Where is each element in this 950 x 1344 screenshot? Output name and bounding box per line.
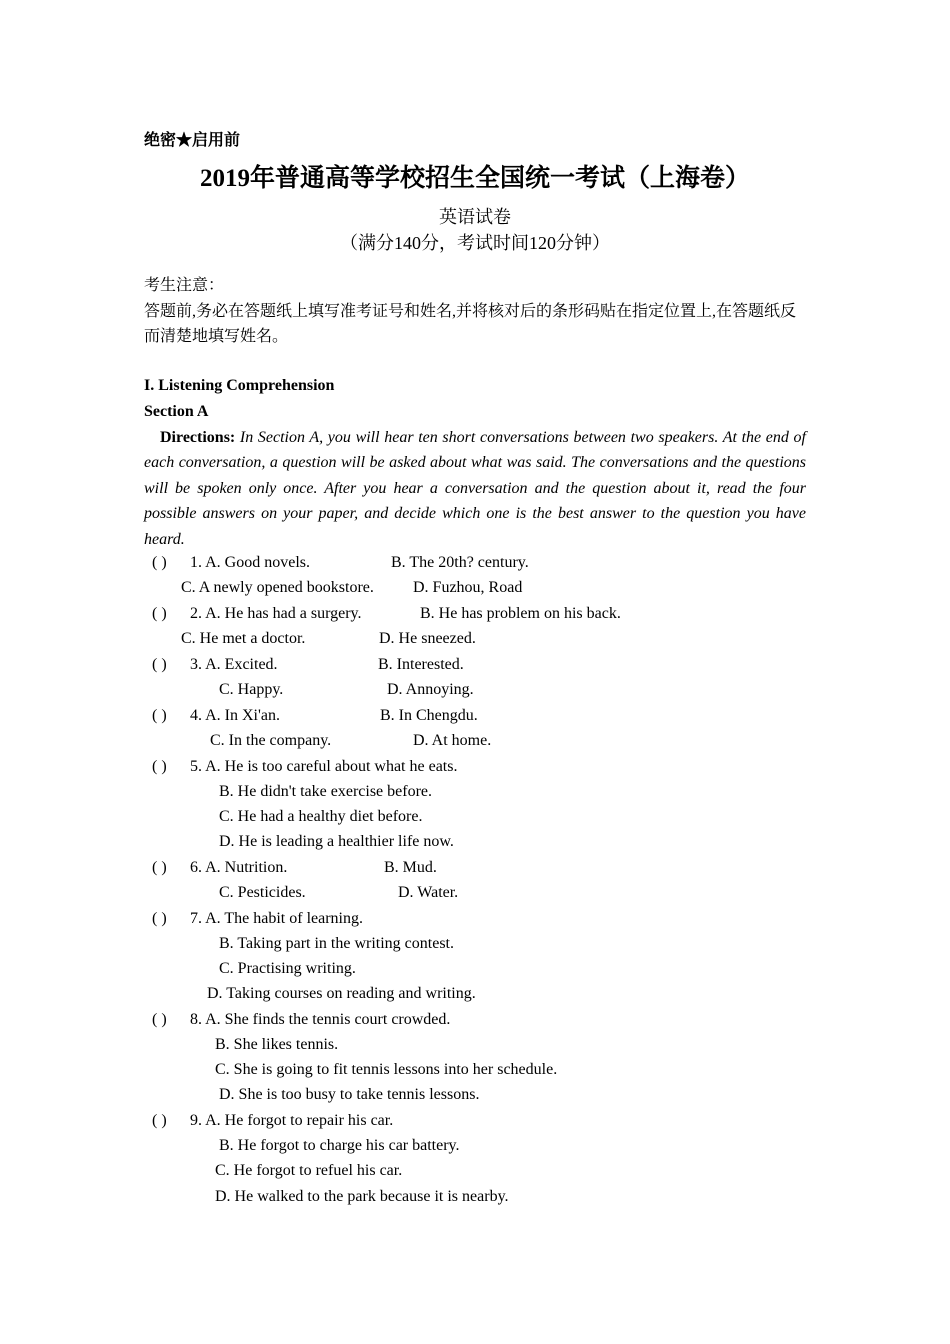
answer-bracket: ( ) [152,910,167,927]
answer-bracket: ( ) [152,707,167,724]
section-title: Section A [144,403,209,420]
q5-option-c: C. He had a healthy diet before. [219,808,423,825]
directions-label: Directions: [160,429,236,446]
q8-option-b: B. She likes tennis. [215,1036,339,1053]
q9-option-c: C. He forgot to refuel his car. [215,1162,403,1179]
q4-option-d: D. At home. [413,732,492,749]
q4-option-a: 4. A. In Xi'an. [190,707,280,724]
q5-option-d: D. He is leading a healthier life now. [219,833,454,850]
exam-subject: 英语试卷 [439,207,511,227]
q7-option-b: B. Taking part in the writing contest. [219,935,454,952]
q2-option-a: 2. A. He has had a surgery. [190,605,362,622]
score-time-info: （满分140分，考试时间120分钟） [340,233,610,253]
q3-option-c: C. Happy. [219,681,284,698]
q5-option-b: B. He didn't take exercise before. [219,783,433,800]
q9-option-a: 9. A. He forgot to repair his car. [190,1112,394,1129]
q1-option-b: B. The 20th? century. [391,554,529,571]
q1-option-a: 1. A. Good novels. [190,554,310,571]
q6-option-b: B. Mud. [384,859,437,876]
q1-option-d: D. Fuzhou, Road [413,579,523,596]
directions-paragraph [144,425,806,552]
q6-option-d: D. Water. [398,884,459,901]
answer-bracket: ( ) [152,1112,167,1129]
q7-option-c: C. Practising writing. [219,960,356,977]
q2-option-b: B. He has problem on his back. [420,605,621,622]
exam-title: 2019年普通高等学校招生全国统一考试（上海卷） [199,165,750,192]
q3-option-d: D. Annoying. [387,681,474,698]
q1-option-c: C. A newly opened bookstore. [181,579,374,596]
q7-option-a: 7. A. The habit of learning. [190,910,363,927]
q8-option-a: 8. A. She finds the tennis court crowded. [190,1011,451,1028]
notice-body: 答题前,务必在答题纸上填写准考证号和姓名,并将核对后的条形码贴在指定位置上,在答题纸反而清楚地填写姓名。 [144,303,797,345]
q8-option-c: C. She is going to fit tennis lessons into her schedule. [215,1061,558,1078]
q6-option-a: 6. A. Nutrition. [190,859,288,876]
answer-bracket: ( ) [152,605,167,622]
q3-option-a: 3. A. Excited. [190,656,278,673]
answer-bracket: ( ) [152,859,167,876]
directions-text: In Section A, you will hear ten short conversations between two speakers. At the end of each conversation, a question will be asked about what was said. The conversations and the questions will be spoken only once. After you hear a conversation and the question about it, read the four possible answers on your paper, and decide which one is the best answer to the question you have heard. [144,429,807,548]
q7-option-d: D. Taking courses on reading and writing. [207,985,476,1002]
answer-bracket: ( ) [152,656,167,673]
q8-option-d: D. She is too busy to take tennis lessons. [219,1086,480,1103]
q6-option-c: C. Pesticides. [219,884,306,901]
q2-option-c: C. He met a doctor. [181,630,306,647]
part-title: I. Listening Comprehension [144,377,335,394]
answer-bracket: ( ) [152,554,167,571]
q9-option-b: B. He forgot to charge his car battery. [219,1137,460,1154]
q4-option-c: C. In the company. [210,732,332,749]
q2-option-d: D. He sneezed. [379,630,476,647]
notice-heading: 考生注意： [144,277,225,294]
answer-bracket: ( ) [152,758,167,775]
confidential-label: 绝密★启用前 [144,132,241,149]
q5-option-a: 5. A. He is too careful about what he eats. [190,758,458,775]
q9-option-d: D. He walked to the park because it is nearby. [215,1188,509,1205]
q3-option-b: B. Interested. [378,656,464,673]
q4-option-b: B. In Chengdu. [380,707,478,724]
answer-bracket: ( ) [152,1011,167,1028]
